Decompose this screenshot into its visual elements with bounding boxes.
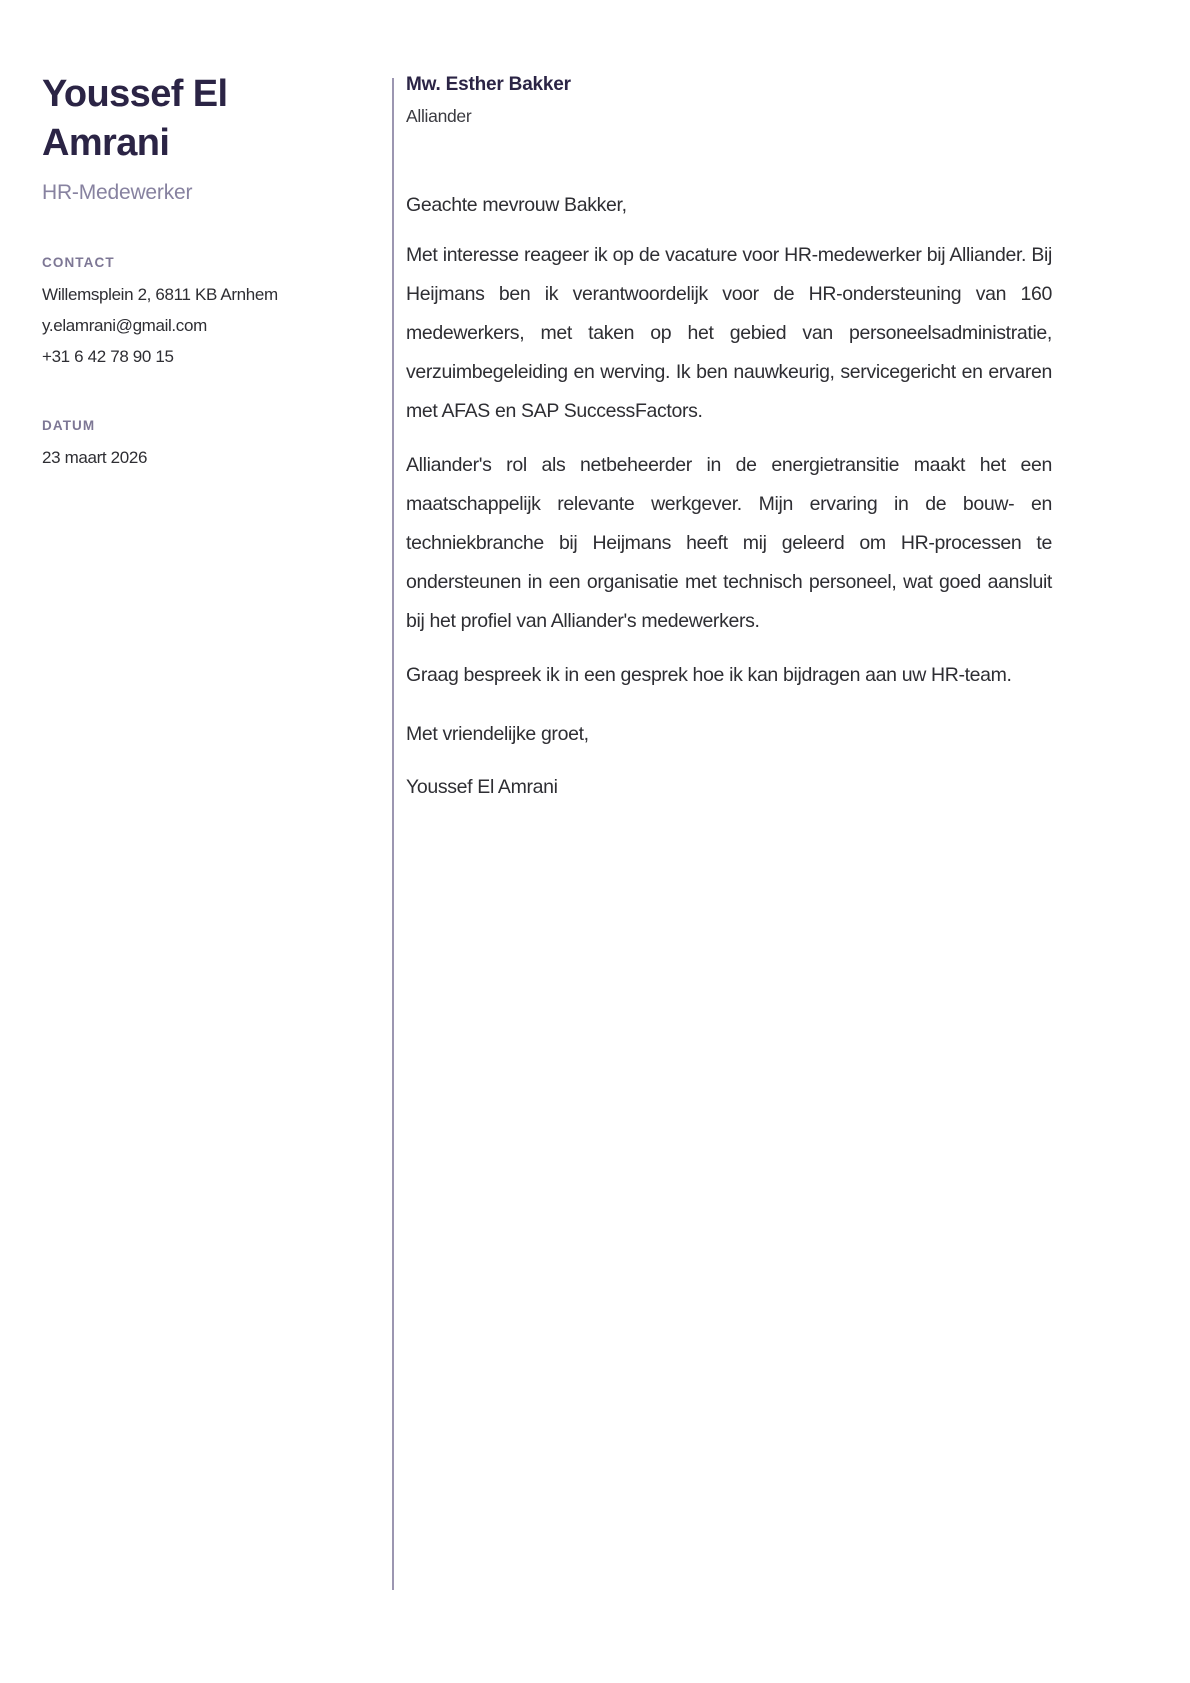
contact-section-label: CONTACT	[42, 255, 115, 270]
closing-line: Met vriendelijke groet,	[406, 723, 589, 745]
contact-email[interactable]: y.elamrani@gmail.com	[42, 316, 207, 335]
paragraph-2: Alliander's rol als netbeheerder in de energietransitie maakt het een maatschappelijk relevante werkgever. Mijn ervaring in de bouw- en techniekbranche bij Heijmans heeft mij geleerd om HR-processen te ondersteunen in een organisatie met technisch personeel, wat goed aansluit bij het profiel van Alliander's medewerkers.	[406, 454, 1052, 632]
contact-section	[42, 255, 352, 372]
letter-content	[406, 190, 1052, 803]
recipient-name: Mw. Esther Bakker	[406, 74, 571, 95]
paragraph-1: Met interesse reageer ik op de vacature voor HR-medewerker bij Alliander. Bij Heijmans ben ik verantwoordelijk voor de HR-ondersteuning van 160 medewerkers, met taken op het gebied van personeelsadministratie, verzuimbegeleiding en werving. Ik ben nauwkeurig, servicegericht en ervaren met AFAS en SAP SuccessFactors.	[406, 244, 1052, 422]
paragraph-3: Graag bespreek ik in een gesprek hoe ik kan bijdragen aan uw HR-team.	[406, 664, 1012, 686]
letter-body	[406, 72, 1052, 803]
date-section-label: DATUM	[42, 418, 96, 433]
applicant-role: HR-Medewerker	[42, 181, 193, 204]
contact-phone[interactable]: +31 6 42 78 90 15	[42, 347, 174, 366]
applicant-name: Youssef El Amrani	[42, 73, 228, 164]
recipient-organization: Alliander	[406, 106, 472, 126]
column-divider	[392, 78, 394, 1590]
date-value: 23 maart 2026	[42, 448, 148, 467]
sidebar	[42, 70, 352, 473]
salutation: Geachte mevrouw Bakker,	[406, 194, 627, 216]
date-section	[42, 418, 352, 473]
signature-name: Youssef El Amrani	[406, 776, 558, 798]
recipient-block	[406, 72, 1052, 129]
contact-address: Willemsplein 2, 6811 KB Arnhem	[42, 285, 278, 304]
